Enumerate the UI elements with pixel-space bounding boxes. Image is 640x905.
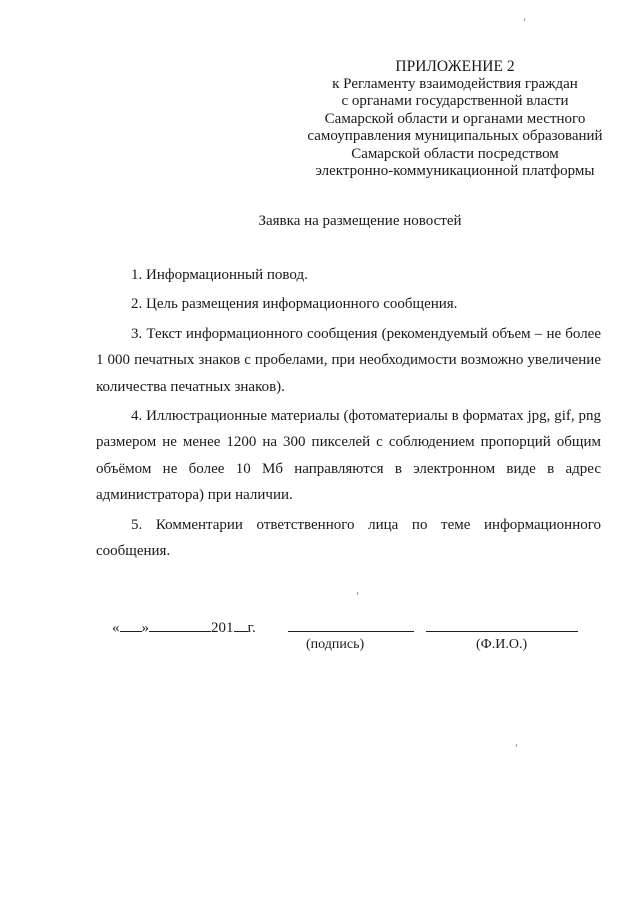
signature-line — [288, 631, 414, 632]
signature-block — [112, 617, 592, 657]
appendix-line: к Регламенту взаимодействия граждан — [332, 75, 578, 92]
document-title: Заявка на размещение новостей — [258, 213, 462, 229]
appendix-line: Самарской области и органами местного — [324, 110, 586, 127]
request-items-list — [96, 262, 601, 567]
list-item: 3. Текст информационного сообщения (рекомендуемый объем – не более 1 000 печатных знаков с пробелами, при необходимости возможно увеличение количества печатных знаков). — [96, 325, 601, 395]
appendix-heading: ПРИЛОЖЕНИЕ 2 — [395, 58, 515, 75]
date-close-quote: » — [141, 620, 149, 636]
year-blank — [234, 617, 248, 632]
appendix-line: с органами государственной власти — [341, 93, 569, 109]
list-item: 2. Цель размещения информационного сообщения. — [131, 296, 458, 313]
list-item: 4. Иллюстрационные материалы (фотоматериалы в форматах jpg, gif, png размером не менее 1200 на 300 пикселей с соблюдением пропорций общим объёмом не более 10 Мб направляются в электронном виде в адрес администратора) при наличии. — [96, 408, 601, 504]
scan-speck — [357, 592, 358, 595]
list-item: 5. Комментарии ответственного лица по теме информационного сообщения. — [96, 516, 601, 560]
month-blank — [149, 617, 211, 632]
appendix-line: самоуправления муниципальных образований — [307, 128, 603, 144]
list-item: 1. Информационный повод. — [131, 267, 308, 283]
appendix-header — [290, 58, 620, 181]
scan-speck — [524, 18, 525, 21]
scan-speck — [516, 744, 517, 747]
signature-caption: (подпись) — [306, 637, 365, 652]
name-caption: (Ф.И.О.) — [476, 637, 528, 652]
date-field — [112, 617, 256, 637]
day-blank — [120, 617, 142, 632]
name-line — [426, 631, 578, 632]
year-prefix: 201 — [211, 620, 234, 636]
appendix-line: Самарской области посредством — [351, 145, 559, 162]
date-open-quote: « — [112, 620, 120, 636]
appendix-line: электронно-коммуникационной платформы — [315, 163, 595, 179]
year-suffix: г. — [247, 620, 256, 636]
